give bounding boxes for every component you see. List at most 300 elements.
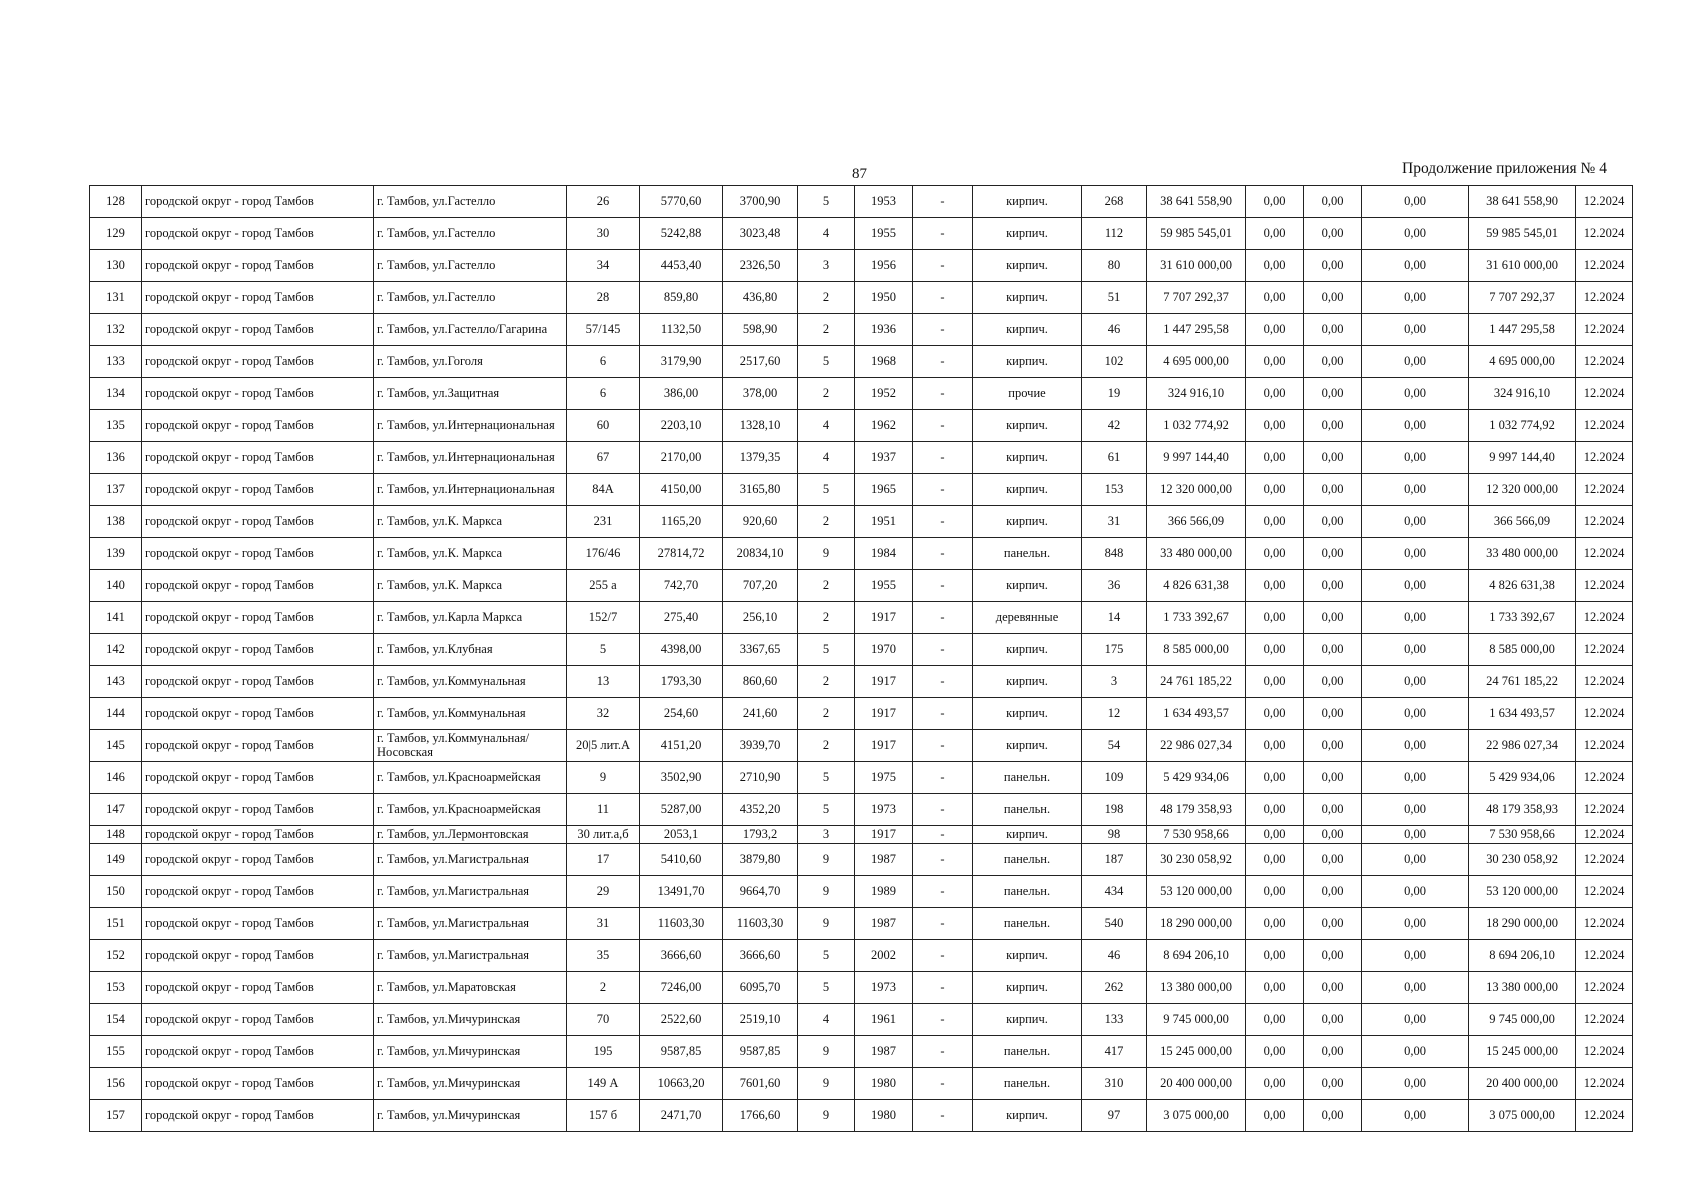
year-built-cell: 1950 <box>855 282 913 314</box>
row-number: 134 <box>90 378 142 410</box>
funding-cell-3: 0,00 <box>1362 250 1469 282</box>
living-area-cell: 9587,85 <box>723 1036 798 1068</box>
year-built-cell: 1951 <box>855 506 913 538</box>
wall-material-cell: кирпич. <box>973 570 1082 602</box>
living-area-cell: 6095,70 <box>723 972 798 1004</box>
row-number: 128 <box>90 186 142 218</box>
floors-cell: 4 <box>798 1004 855 1036</box>
address-cell: г. Тамбов, ул.Гастелло <box>374 282 567 314</box>
wall-material-cell: деревянные <box>973 602 1082 634</box>
cost-cell: 53 120 000,00 <box>1147 876 1246 908</box>
residents-cell: 3 <box>1082 666 1147 698</box>
year-built-cell: 1937 <box>855 442 913 474</box>
municipality-cell: городской округ - город Тамбов <box>142 570 374 602</box>
funding-cell-3: 0,00 <box>1362 186 1469 218</box>
dash-cell: - <box>913 346 973 378</box>
table-row <box>90 940 1633 972</box>
funding-cell-1: 0,00 <box>1246 762 1304 794</box>
wall-material-cell: панельн. <box>973 844 1082 876</box>
funding-cell-1: 0,00 <box>1246 1100 1304 1132</box>
table-row <box>90 186 1633 218</box>
year-built-cell: 1989 <box>855 876 913 908</box>
funding-cell-1: 0,00 <box>1246 666 1304 698</box>
funding-cell-3: 0,00 <box>1362 538 1469 570</box>
dash-cell: - <box>913 940 973 972</box>
funding-cell-3: 0,00 <box>1362 634 1469 666</box>
house-number-cell: 255 а <box>567 570 640 602</box>
cost-cell: 31 610 000,00 <box>1147 250 1246 282</box>
floors-cell: 2 <box>798 378 855 410</box>
funding-cell-2: 0,00 <box>1304 634 1362 666</box>
deadline-cell: 12.2024 <box>1576 844 1633 876</box>
living-area-cell: 1379,35 <box>723 442 798 474</box>
address-cell: г. Тамбов, ул.Гоголя <box>374 346 567 378</box>
cost-cell: 4 695 000,00 <box>1147 346 1246 378</box>
municipality-cell: городской округ - город Тамбов <box>142 794 374 826</box>
living-area-cell: 3700,90 <box>723 186 798 218</box>
funding-cell-1: 0,00 <box>1246 570 1304 602</box>
year-built-cell: 1917 <box>855 826 913 844</box>
municipality-cell: городской округ - город Тамбов <box>142 1004 374 1036</box>
house-number-cell: 60 <box>567 410 640 442</box>
residents-cell: 198 <box>1082 794 1147 826</box>
table-row <box>90 442 1633 474</box>
table-row <box>90 378 1633 410</box>
funding-cell-1: 0,00 <box>1246 346 1304 378</box>
cost-cell: 13 380 000,00 <box>1147 972 1246 1004</box>
funding-cell-3: 0,00 <box>1362 570 1469 602</box>
funding-cell-2: 0,00 <box>1304 218 1362 250</box>
dash-cell: - <box>913 378 973 410</box>
deadline-cell: 12.2024 <box>1576 634 1633 666</box>
wall-material-cell: кирпич. <box>973 346 1082 378</box>
row-number: 154 <box>90 1004 142 1036</box>
living-area-cell: 1328,10 <box>723 410 798 442</box>
house-number-cell: 30 лит.а,б <box>567 826 640 844</box>
year-built-cell: 1987 <box>855 844 913 876</box>
cost-cell: 1 032 774,92 <box>1147 410 1246 442</box>
municipality-cell: городской округ - город Тамбов <box>142 844 374 876</box>
wall-material-cell: панельн. <box>973 538 1082 570</box>
address-cell: г. Тамбов, ул.Мичуринская <box>374 1036 567 1068</box>
total-area-cell: 5410,60 <box>640 844 723 876</box>
floors-cell: 3 <box>798 250 855 282</box>
address-cell: г. Тамбов, ул.Гастелло <box>374 218 567 250</box>
residents-cell: 31 <box>1082 506 1147 538</box>
total-cost-cell: 7 530 958,66 <box>1469 826 1576 844</box>
cost-cell: 30 230 058,92 <box>1147 844 1246 876</box>
floors-cell: 2 <box>798 730 855 762</box>
total-cost-cell: 324 916,10 <box>1469 378 1576 410</box>
funding-cell-2: 0,00 <box>1304 1036 1362 1068</box>
year-built-cell: 1955 <box>855 218 913 250</box>
table-row <box>90 730 1633 762</box>
row-number: 156 <box>90 1068 142 1100</box>
address-cell: г. Тамбов, ул.Коммунальная/Носовская <box>374 730 567 762</box>
funding-cell-1: 0,00 <box>1246 474 1304 506</box>
funding-cell-3: 0,00 <box>1362 474 1469 506</box>
dash-cell: - <box>913 538 973 570</box>
funding-cell-2: 0,00 <box>1304 474 1362 506</box>
residents-cell: 98 <box>1082 826 1147 844</box>
row-number: 150 <box>90 876 142 908</box>
total-cost-cell: 366 566,09 <box>1469 506 1576 538</box>
funding-cell-3: 0,00 <box>1362 1100 1469 1132</box>
table-row <box>90 602 1633 634</box>
row-number: 149 <box>90 844 142 876</box>
municipality-cell: городской округ - город Тамбов <box>142 282 374 314</box>
total-area-cell: 4453,40 <box>640 250 723 282</box>
total-cost-cell: 53 120 000,00 <box>1469 876 1576 908</box>
total-area-cell: 2170,00 <box>640 442 723 474</box>
house-number-cell: 6 <box>567 378 640 410</box>
house-number-cell: 84А <box>567 474 640 506</box>
municipality-cell: городской округ - город Тамбов <box>142 474 374 506</box>
dash-cell: - <box>913 410 973 442</box>
row-number: 138 <box>90 506 142 538</box>
deadline-cell: 12.2024 <box>1576 794 1633 826</box>
floors-cell: 9 <box>798 876 855 908</box>
floors-cell: 5 <box>798 186 855 218</box>
funding-cell-3: 0,00 <box>1362 666 1469 698</box>
total-area-cell: 13491,70 <box>640 876 723 908</box>
total-cost-cell: 20 400 000,00 <box>1469 1068 1576 1100</box>
wall-material-cell: кирпич. <box>973 1004 1082 1036</box>
year-built-cell: 1952 <box>855 378 913 410</box>
deadline-cell: 12.2024 <box>1576 972 1633 1004</box>
residents-cell: 97 <box>1082 1100 1147 1132</box>
address-cell: г. Тамбов, ул.Гастелло <box>374 250 567 282</box>
deadline-cell: 12.2024 <box>1576 570 1633 602</box>
cost-cell: 12 320 000,00 <box>1147 474 1246 506</box>
dash-cell: - <box>913 442 973 474</box>
living-area-cell: 9664,70 <box>723 876 798 908</box>
municipality-cell: городской округ - город Тамбов <box>142 940 374 972</box>
house-number-cell: 152/7 <box>567 602 640 634</box>
funding-cell-2: 0,00 <box>1304 940 1362 972</box>
municipality-cell: городской округ - город Тамбов <box>142 218 374 250</box>
living-area-cell: 860,60 <box>723 666 798 698</box>
row-number: 144 <box>90 698 142 730</box>
residents-cell: 112 <box>1082 218 1147 250</box>
funding-cell-2: 0,00 <box>1304 346 1362 378</box>
deadline-cell: 12.2024 <box>1576 730 1633 762</box>
deadline-cell: 12.2024 <box>1576 762 1633 794</box>
funding-cell-2: 0,00 <box>1304 876 1362 908</box>
funding-cell-3: 0,00 <box>1362 410 1469 442</box>
funding-cell-3: 0,00 <box>1362 762 1469 794</box>
total-area-cell: 386,00 <box>640 378 723 410</box>
funding-cell-1: 0,00 <box>1246 972 1304 1004</box>
funding-cell-1: 0,00 <box>1246 1004 1304 1036</box>
municipality-cell: городской округ - город Тамбов <box>142 314 374 346</box>
table-row <box>90 908 1633 940</box>
residents-cell: 310 <box>1082 1068 1147 1100</box>
house-number-cell: 176/46 <box>567 538 640 570</box>
table-row <box>90 538 1633 570</box>
address-cell: г. Тамбов, ул.Интернациональная <box>374 410 567 442</box>
wall-material-cell: панельн. <box>973 908 1082 940</box>
address-cell: г. Тамбов, ул.Мичуринская <box>374 1068 567 1100</box>
total-cost-cell: 30 230 058,92 <box>1469 844 1576 876</box>
funding-cell-1: 0,00 <box>1246 378 1304 410</box>
address-cell: г. Тамбов, ул.Лермонтовская <box>374 826 567 844</box>
row-number: 142 <box>90 634 142 666</box>
row-number: 136 <box>90 442 142 474</box>
funding-cell-3: 0,00 <box>1362 442 1469 474</box>
total-cost-cell: 8 585 000,00 <box>1469 634 1576 666</box>
deadline-cell: 12.2024 <box>1576 602 1633 634</box>
house-number-cell: 6 <box>567 346 640 378</box>
funding-cell-2: 0,00 <box>1304 538 1362 570</box>
floors-cell: 2 <box>798 506 855 538</box>
total-cost-cell: 4 695 000,00 <box>1469 346 1576 378</box>
house-number-cell: 149 А <box>567 1068 640 1100</box>
total-area-cell: 5770,60 <box>640 186 723 218</box>
cost-cell: 38 641 558,90 <box>1147 186 1246 218</box>
house-number-cell: 13 <box>567 666 640 698</box>
row-number: 135 <box>90 410 142 442</box>
dash-cell: - <box>913 602 973 634</box>
funding-cell-1: 0,00 <box>1246 442 1304 474</box>
residents-cell: 36 <box>1082 570 1147 602</box>
house-number-cell: 195 <box>567 1036 640 1068</box>
row-number: 140 <box>90 570 142 602</box>
total-area-cell: 5287,00 <box>640 794 723 826</box>
dash-cell: - <box>913 250 973 282</box>
year-built-cell: 1936 <box>855 314 913 346</box>
funding-cell-1: 0,00 <box>1246 250 1304 282</box>
living-area-cell: 7601,60 <box>723 1068 798 1100</box>
year-built-cell: 1970 <box>855 634 913 666</box>
row-number: 155 <box>90 1036 142 1068</box>
table-body <box>90 186 1633 1132</box>
deadline-cell: 12.2024 <box>1576 940 1633 972</box>
residents-cell: 46 <box>1082 940 1147 972</box>
deadline-cell: 12.2024 <box>1576 876 1633 908</box>
total-cost-cell: 33 480 000,00 <box>1469 538 1576 570</box>
total-area-cell: 7246,00 <box>640 972 723 1004</box>
page-number: 87 <box>852 166 867 182</box>
address-cell: г. Тамбов, ул.Маратовская <box>374 972 567 1004</box>
funding-cell-1: 0,00 <box>1246 506 1304 538</box>
total-area-cell: 275,40 <box>640 602 723 634</box>
funding-cell-2: 0,00 <box>1304 1100 1362 1132</box>
living-area-cell: 3367,65 <box>723 634 798 666</box>
total-area-cell: 1132,50 <box>640 314 723 346</box>
total-cost-cell: 9 745 000,00 <box>1469 1004 1576 1036</box>
total-area-cell: 3502,90 <box>640 762 723 794</box>
dash-cell: - <box>913 218 973 250</box>
funding-cell-1: 0,00 <box>1246 1068 1304 1100</box>
table-row <box>90 506 1633 538</box>
row-number: 146 <box>90 762 142 794</box>
total-area-cell: 27814,72 <box>640 538 723 570</box>
address-cell: г. Тамбов, ул.Клубная <box>374 634 567 666</box>
floors-cell: 2 <box>798 602 855 634</box>
house-number-cell: 35 <box>567 940 640 972</box>
total-cost-cell: 24 761 185,22 <box>1469 666 1576 698</box>
deadline-cell: 12.2024 <box>1576 186 1633 218</box>
municipality-cell: городской округ - город Тамбов <box>142 442 374 474</box>
funding-cell-3: 0,00 <box>1362 794 1469 826</box>
floors-cell: 9 <box>798 538 855 570</box>
house-number-cell: 32 <box>567 698 640 730</box>
living-area-cell: 20834,10 <box>723 538 798 570</box>
table-row <box>90 218 1633 250</box>
funding-cell-1: 0,00 <box>1246 844 1304 876</box>
residents-cell: 102 <box>1082 346 1147 378</box>
residents-cell: 54 <box>1082 730 1147 762</box>
floors-cell: 5 <box>798 634 855 666</box>
residents-cell: 61 <box>1082 442 1147 474</box>
total-cost-cell: 3 075 000,00 <box>1469 1100 1576 1132</box>
total-area-cell: 11603,30 <box>640 908 723 940</box>
municipality-cell: городской округ - город Тамбов <box>142 762 374 794</box>
row-number: 151 <box>90 908 142 940</box>
total-area-cell: 4150,00 <box>640 474 723 506</box>
cost-cell: 4 826 631,38 <box>1147 570 1246 602</box>
wall-material-cell: кирпич. <box>973 410 1082 442</box>
year-built-cell: 1917 <box>855 730 913 762</box>
total-area-cell: 742,70 <box>640 570 723 602</box>
address-cell: г. Тамбов, ул.Интернациональная <box>374 474 567 506</box>
floors-cell: 2 <box>798 666 855 698</box>
total-area-cell: 2471,70 <box>640 1100 723 1132</box>
funding-cell-3: 0,00 <box>1362 1004 1469 1036</box>
row-number: 152 <box>90 940 142 972</box>
wall-material-cell: кирпич. <box>973 634 1082 666</box>
funding-cell-2: 0,00 <box>1304 410 1362 442</box>
cost-cell: 33 480 000,00 <box>1147 538 1246 570</box>
dash-cell: - <box>913 730 973 762</box>
residents-cell: 268 <box>1082 186 1147 218</box>
cost-cell: 5 429 934,06 <box>1147 762 1246 794</box>
dash-cell: - <box>913 698 973 730</box>
residents-cell: 175 <box>1082 634 1147 666</box>
funding-cell-2: 0,00 <box>1304 506 1362 538</box>
cost-cell: 1 447 295,58 <box>1147 314 1246 346</box>
living-area-cell: 378,00 <box>723 378 798 410</box>
table-row <box>90 634 1633 666</box>
wall-material-cell: кирпич. <box>973 506 1082 538</box>
house-number-cell: 9 <box>567 762 640 794</box>
dash-cell: - <box>913 506 973 538</box>
total-area-cell: 2203,10 <box>640 410 723 442</box>
residents-cell: 153 <box>1082 474 1147 506</box>
floors-cell: 9 <box>798 1068 855 1100</box>
floors-cell: 5 <box>798 794 855 826</box>
deadline-cell: 12.2024 <box>1576 282 1633 314</box>
house-number-cell: 28 <box>567 282 640 314</box>
address-cell: г. Тамбов, ул.Мичуринская <box>374 1004 567 1036</box>
municipality-cell: городской округ - город Тамбов <box>142 972 374 1004</box>
year-built-cell: 1984 <box>855 538 913 570</box>
funding-cell-3: 0,00 <box>1362 844 1469 876</box>
wall-material-cell: кирпич. <box>973 474 1082 506</box>
house-number-cell: 29 <box>567 876 640 908</box>
total-cost-cell: 59 985 545,01 <box>1469 218 1576 250</box>
total-cost-cell: 4 826 631,38 <box>1469 570 1576 602</box>
funding-cell-2: 0,00 <box>1304 250 1362 282</box>
residents-cell: 417 <box>1082 1036 1147 1068</box>
municipality-cell: городской округ - город Тамбов <box>142 908 374 940</box>
row-number: 141 <box>90 602 142 634</box>
house-number-cell: 34 <box>567 250 640 282</box>
appendix-note: Продолжение приложения № 4 <box>1402 160 1607 177</box>
deadline-cell: 12.2024 <box>1576 666 1633 698</box>
wall-material-cell: кирпич. <box>973 826 1082 844</box>
table-row <box>90 1004 1633 1036</box>
municipality-cell: городской округ - город Тамбов <box>142 826 374 844</box>
municipality-cell: городской округ - город Тамбов <box>142 602 374 634</box>
total-cost-cell: 7 707 292,37 <box>1469 282 1576 314</box>
address-cell: г. Тамбов, ул.Коммунальная <box>374 698 567 730</box>
municipality-cell: городской округ - город Тамбов <box>142 876 374 908</box>
funding-cell-2: 0,00 <box>1304 908 1362 940</box>
funding-cell-3: 0,00 <box>1362 876 1469 908</box>
dash-cell: - <box>913 282 973 314</box>
total-area-cell: 859,80 <box>640 282 723 314</box>
total-cost-cell: 12 320 000,00 <box>1469 474 1576 506</box>
municipality-cell: городской округ - город Тамбов <box>142 1068 374 1100</box>
total-cost-cell: 1 032 774,92 <box>1469 410 1576 442</box>
funding-cell-1: 0,00 <box>1246 634 1304 666</box>
address-cell: г. Тамбов, ул.Магистральная <box>374 940 567 972</box>
deadline-cell: 12.2024 <box>1576 698 1633 730</box>
table-row <box>90 666 1633 698</box>
total-cost-cell: 38 641 558,90 <box>1469 186 1576 218</box>
funding-cell-3: 0,00 <box>1362 972 1469 1004</box>
address-cell: г. Тамбов, ул.Красноармейская <box>374 794 567 826</box>
residents-cell: 14 <box>1082 602 1147 634</box>
floors-cell: 9 <box>798 844 855 876</box>
residents-cell: 133 <box>1082 1004 1147 1036</box>
row-number: 157 <box>90 1100 142 1132</box>
funding-cell-1: 0,00 <box>1246 410 1304 442</box>
municipality-cell: городской округ - город Тамбов <box>142 250 374 282</box>
cost-cell: 9 745 000,00 <box>1147 1004 1246 1036</box>
cost-cell: 22 986 027,34 <box>1147 730 1246 762</box>
year-built-cell: 1955 <box>855 570 913 602</box>
funding-cell-1: 0,00 <box>1246 730 1304 762</box>
floors-cell: 9 <box>798 908 855 940</box>
funding-cell-3: 0,00 <box>1362 1068 1469 1100</box>
wall-material-cell: панельн. <box>973 876 1082 908</box>
year-built-cell: 1968 <box>855 346 913 378</box>
floors-cell: 2 <box>798 314 855 346</box>
cost-cell: 20 400 000,00 <box>1147 1068 1246 1100</box>
funding-cell-1: 0,00 <box>1246 602 1304 634</box>
table-row <box>90 346 1633 378</box>
living-area-cell: 3023,48 <box>723 218 798 250</box>
wall-material-cell: прочие <box>973 378 1082 410</box>
living-area-cell: 3939,70 <box>723 730 798 762</box>
table-row <box>90 474 1633 506</box>
cost-cell: 324 916,10 <box>1147 378 1246 410</box>
year-built-cell: 1917 <box>855 666 913 698</box>
total-area-cell: 2522,60 <box>640 1004 723 1036</box>
table-row <box>90 698 1633 730</box>
wall-material-cell: панельн. <box>973 794 1082 826</box>
cost-cell: 8 585 000,00 <box>1147 634 1246 666</box>
residents-cell: 434 <box>1082 876 1147 908</box>
row-number: 130 <box>90 250 142 282</box>
cost-cell: 7 707 292,37 <box>1147 282 1246 314</box>
living-area-cell: 3666,60 <box>723 940 798 972</box>
municipality-cell: городской округ - город Тамбов <box>142 1036 374 1068</box>
total-cost-cell: 15 245 000,00 <box>1469 1036 1576 1068</box>
